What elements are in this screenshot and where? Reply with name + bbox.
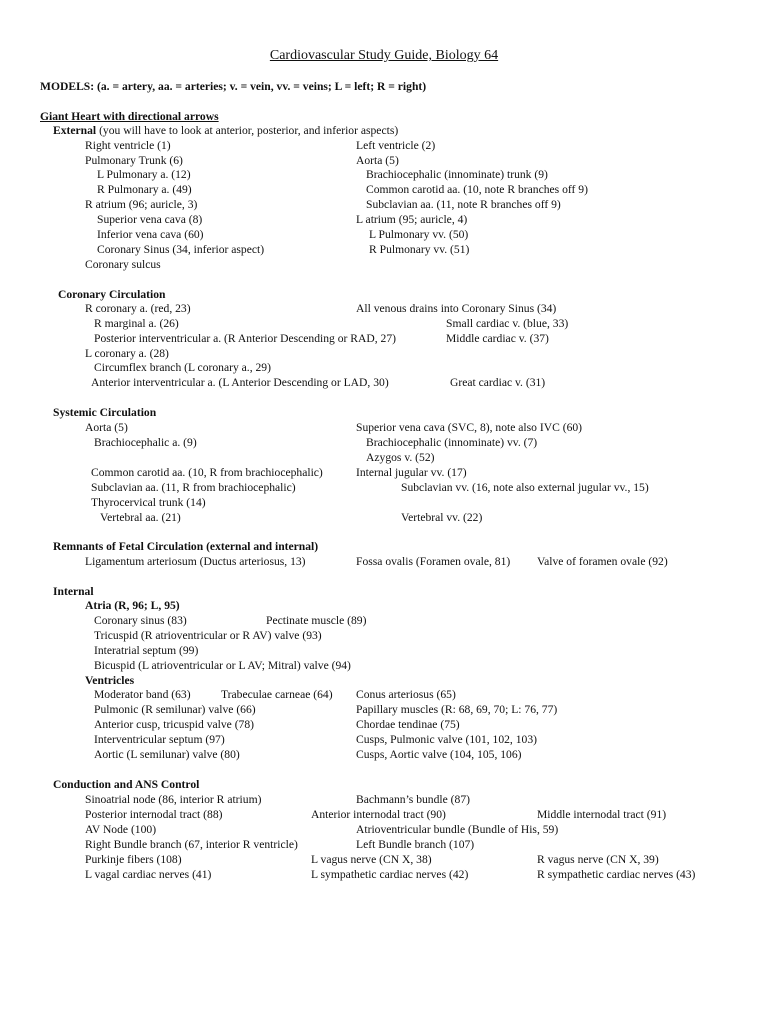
coronary-heading: Coronary Circulation [58,288,166,301]
list-item: Cusps, Pulmonic valve (101, 102, 103) [356,733,537,746]
conduction-heading: Conduction and ANS Control [53,778,200,791]
external-note: (you will have to look at anterior, posterior, and inferior aspects) [99,124,399,137]
list-item: Moderator band (63) [94,688,191,701]
list-item: Middle internodal tract (91) [537,808,667,821]
external-line [53,124,398,138]
list-item: Circumflex branch (L coronary a., 29) [94,361,271,374]
list-item: Vertebral vv. (22) [401,511,483,524]
list-item: Tricuspid (R atrioventricular or R AV) valve (93) [94,629,322,642]
models-legend: (a. = artery, aa. = arteries; v. = vein, vv. = veins; L = left; R = right) [97,80,427,93]
list-item: Right ventricle (1) [85,139,171,152]
list-item: L Pulmonary a. (12) [97,168,191,181]
list-item: Papillary muscles (R: 68, 69, 70; L: 76, 77) [356,703,558,716]
list-item: Fossa ovalis (Foramen ovale, 81) [356,555,511,568]
list-item: Coronary Sinus (34, inferior aspect) [97,243,265,256]
list-item: R sympathetic cardiac nerves (43) [537,868,696,881]
list-item: Interatrial septum (99) [94,644,199,657]
list-item: Posterior interventricular a. (R Anterior Descending or RAD, 27) [94,332,397,345]
list-item: Common carotid aa. (10, note R branches off 9) [366,183,588,196]
list-item: Trabeculae carneae (64) [221,688,333,701]
list-item: Common carotid aa. (10, R from brachiocephalic) [91,466,323,479]
list-item: Coronary sinus (83) [94,614,187,627]
list-item: Middle cardiac v. (37) [446,332,549,345]
list-item: Internal jugular vv. (17) [356,466,467,479]
list-item: Chordae tendinae (75) [356,718,460,731]
list-item: R atrium (96; auricle, 3) [85,198,198,211]
systemic-heading: Systemic Circulation [53,406,157,419]
list-item: Aorta (5) [85,421,128,434]
models-line [40,80,426,94]
list-item: Thyrocervical trunk (14) [91,496,206,509]
list-item: Superior vena cava (8) [97,213,203,226]
list-item: Valve of foramen ovale (92) [537,555,668,568]
list-item: Bachmann’s bundle (87) [356,793,470,806]
list-item: Vertebral aa. (21) [100,511,181,524]
list-item: R coronary a. (red, 23) [85,302,191,315]
list-item: Aorta (5) [356,154,399,167]
list-item: Subclavian aa. (11, R from brachiocephalic) [91,481,296,494]
list-item: Great cardiac v. (31) [450,376,546,389]
list-item: Left ventricle (2) [356,139,436,152]
list-item: All venous drains into Coronary Sinus (34) [356,302,557,315]
list-item: L sympathetic cardiac nerves (42) [311,868,469,881]
list-item: Anterior cusp, tricuspid valve (78) [94,718,255,731]
list-item: Ligamentum arteriosum (Ductus arteriosus, 13) [85,555,306,568]
list-item: Left Bundle branch (107) [356,838,475,851]
list-item: Pectinate muscle (89) [266,614,367,627]
list-item: Aortic (L semilunar) valve (80) [94,748,240,761]
list-item: AV Node (100) [85,823,157,836]
list-item: Posterior internodal tract (88) [85,808,223,821]
ventricles-heading: Ventricles [85,674,135,687]
list-item: Interventricular septum (97) [94,733,225,746]
models-label: MODELS: [40,80,95,93]
list-item: R vagus nerve (CN X, 39) [537,853,659,866]
list-item: Superior vena cava (SVC, 8), note also IVC (60) [356,421,583,434]
list-item: R Pulmonary vv. (51) [369,243,470,256]
list-item: Pulmonic (R semilunar) valve (66) [94,703,256,716]
list-item: Anterior internodal tract (90) [311,808,446,821]
list-item: Anterior interventricular a. (L Anterior Descending or LAD, 30) [91,376,389,389]
atria-heading: Atria (R, 96; L, 95) [85,599,180,612]
internal-heading: Internal [53,585,94,598]
list-item: Conus arteriosus (65) [356,688,456,701]
list-item: Right Bundle branch (67, interior R ventricle) [85,838,298,851]
list-item: Bicuspid (L atrioventricular or L AV; Mitral) valve (94) [94,659,351,672]
list-item: Atrioventricular bundle (Bundle of His, 59) [356,823,559,836]
list-item: Purkinje fibers (108) [85,853,182,866]
list-item: Sinoatrial node (86, interior R atrium) [85,793,262,806]
list-item: Pulmonary Trunk (6) [85,154,183,167]
list-item: L atrium (95; auricle, 4) [356,213,468,226]
fetal-heading: Remnants of Fetal Circulation (external and internal) [53,540,319,553]
list-item: R Pulmonary a. (49) [97,183,192,196]
list-item: Cusps, Aortic valve (104, 105, 106) [356,748,522,761]
list-item: Brachiocephalic a. (9) [94,436,197,449]
list-item: Inferior vena cava (60) [97,228,204,241]
page-title: Cardiovascular Study Guide, Biology 64 [269,48,499,63]
list-item: R marginal a. (26) [94,317,179,330]
list-item: Subclavian aa. (11, note R branches off 9) [366,198,561,211]
external-label: External [53,124,97,137]
list-item: L vagal cardiac nerves (41) [85,868,212,881]
list-item: L Pulmonary vv. (50) [369,228,469,241]
list-item: Brachiocephalic (innominate) vv. (7) [366,436,538,449]
list-item: Coronary sulcus [85,258,161,271]
list-item: Azygos v. (52) [366,451,435,464]
list-item: L vagus nerve (CN X, 38) [311,853,432,866]
list-item: Subclavian vv. (16, note also external jugular vv., 15) [401,481,649,494]
list-item: L coronary a. (28) [85,347,169,360]
list-item: Small cardiac v. (blue, 33) [446,317,569,330]
list-item: Brachiocephalic (innominate) trunk (9) [366,168,548,181]
giant-heart-heading: Giant Heart with directional arrows [40,110,219,123]
